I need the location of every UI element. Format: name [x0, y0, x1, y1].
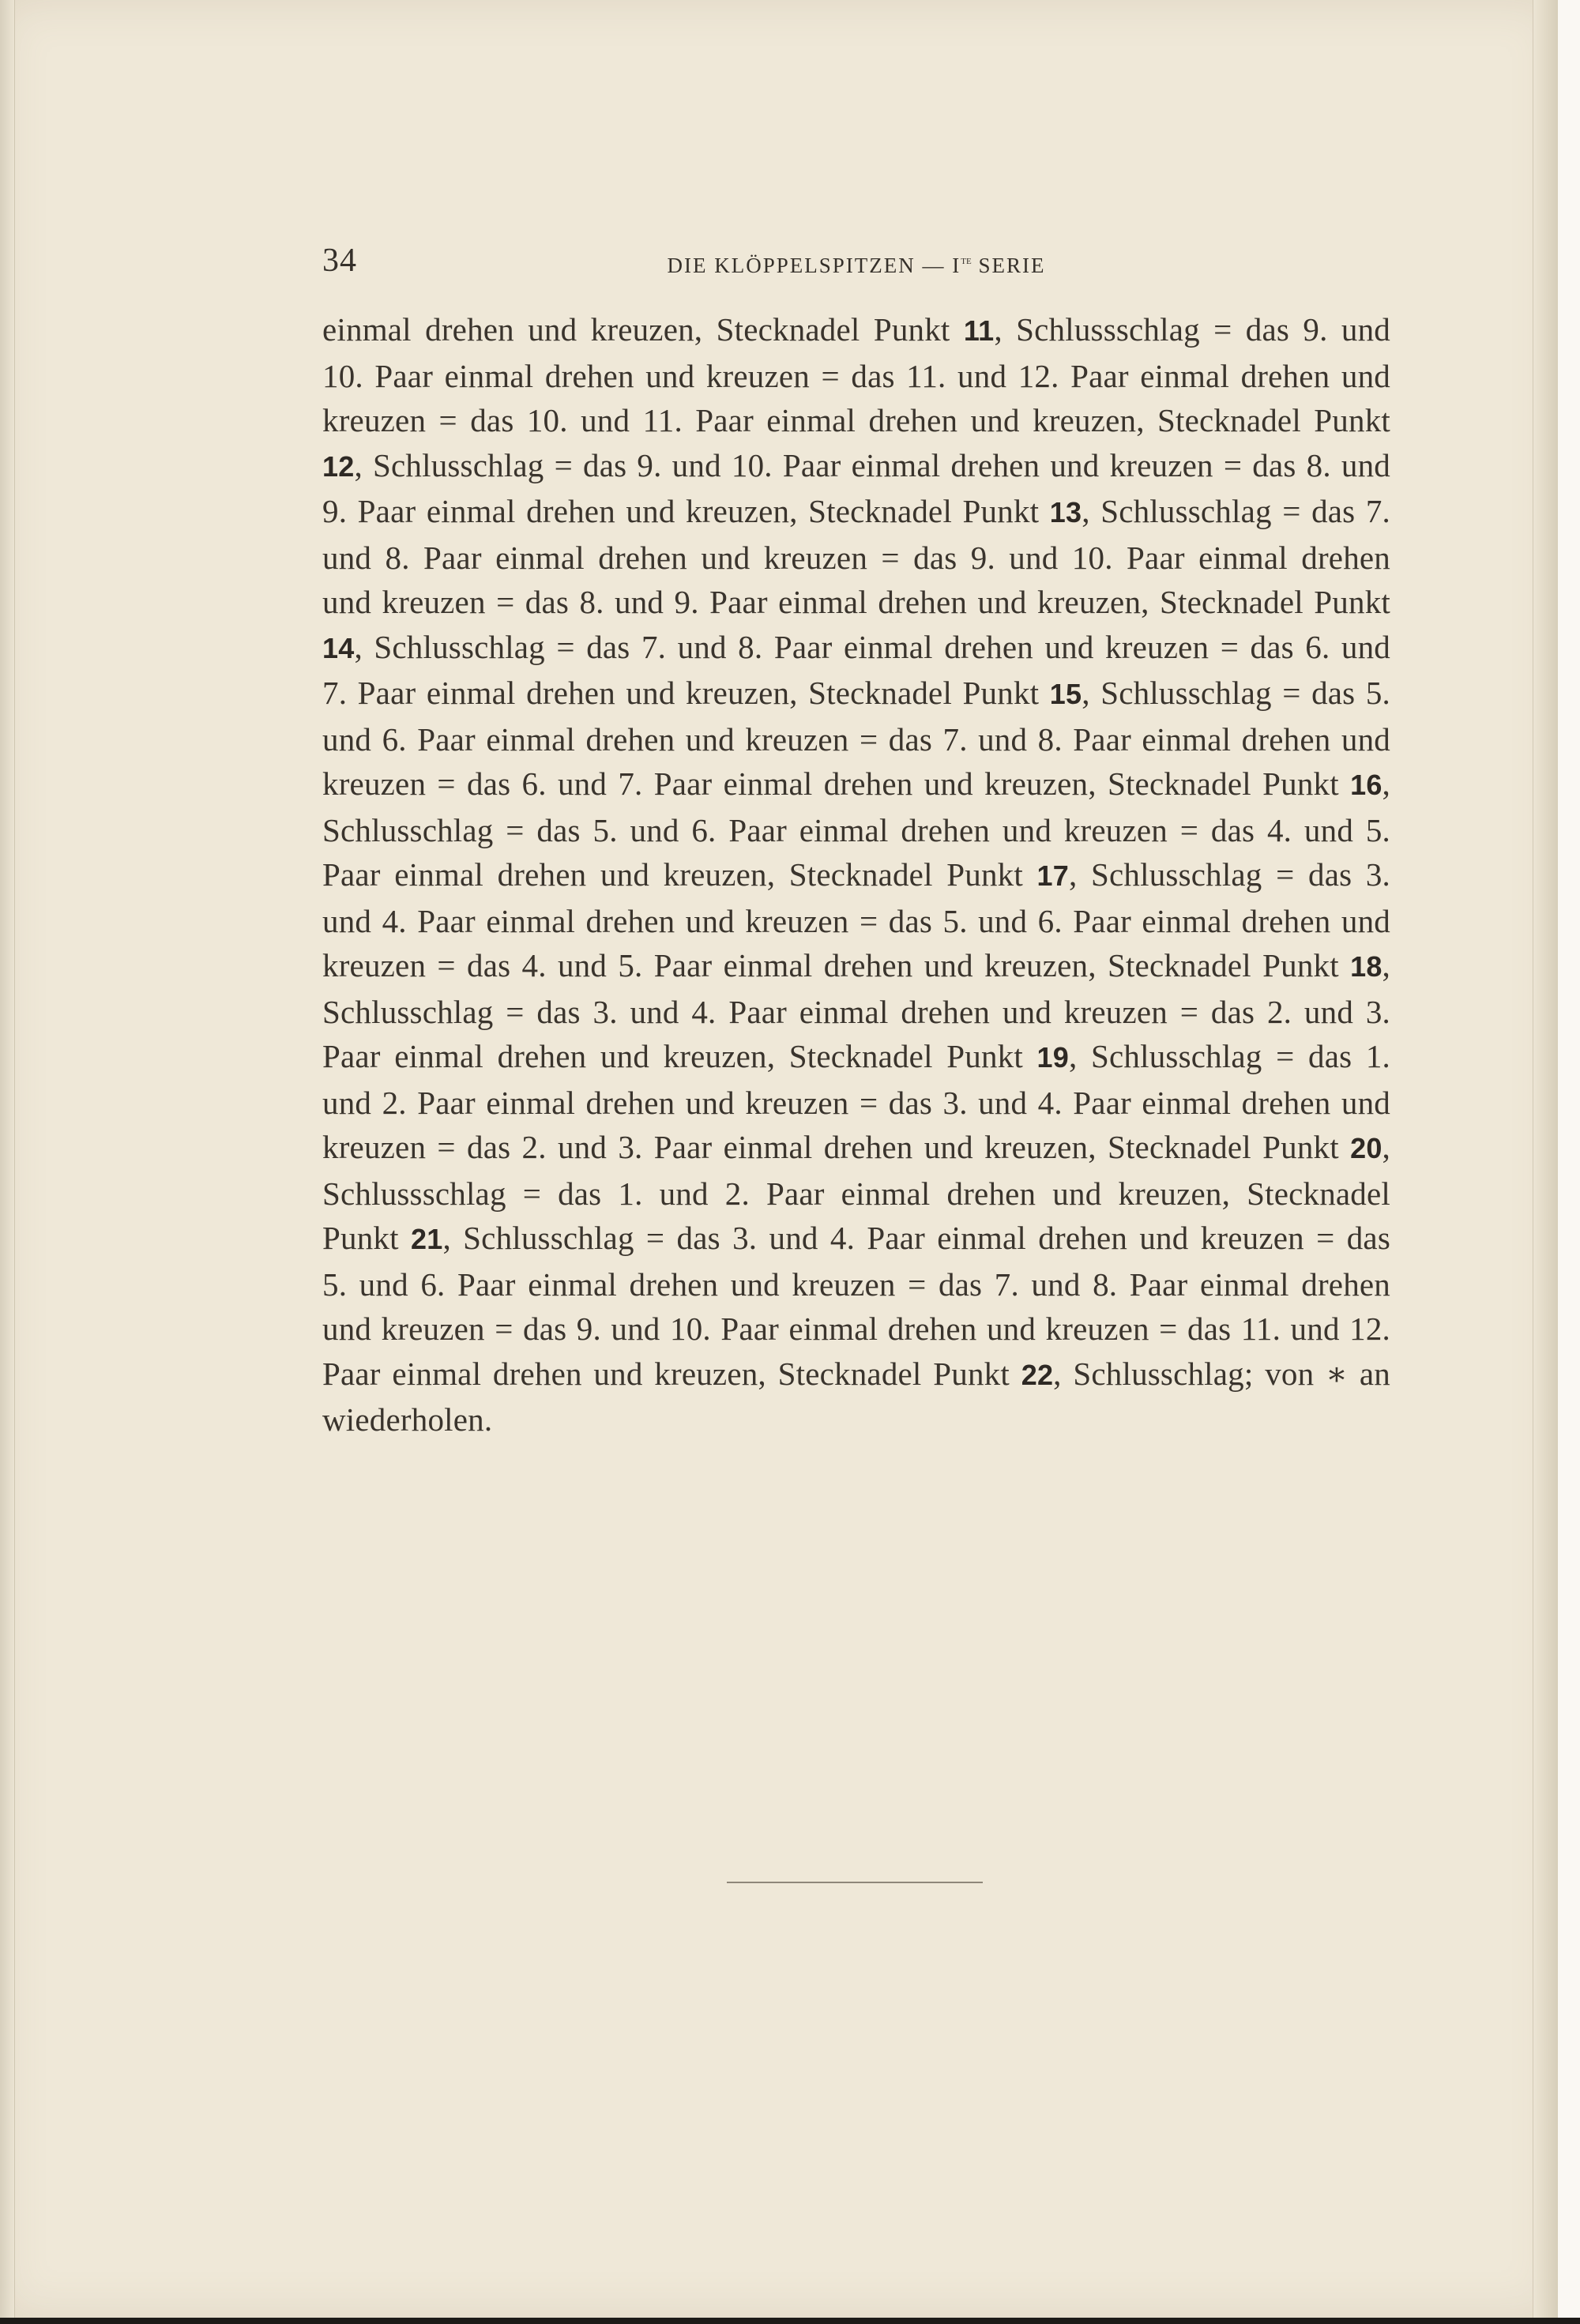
- running-head-superscript: te: [961, 254, 972, 267]
- point-number: 17: [1036, 859, 1069, 892]
- point-number: 19: [1036, 1041, 1069, 1074]
- scan-margin: [1558, 0, 1580, 2324]
- text-segment: , Schlusschlag = das 7. und 8. Paar einmal drehen und kreuzen = das 6. und 7. Paar einmal drehen und kreuzen, Stecknadel Punkt: [322, 628, 1390, 711]
- text-segment: , Schlusschlag = das 3. und 4. Paar einmal drehen und kreuzen = das 2. und 3. Paar einmal drehen und kreuzen, Stecknadel Punkt: [322, 947, 1390, 1074]
- page-left-edge: [0, 0, 15, 2318]
- page-header: [322, 239, 1390, 286]
- text-segment: , Schlusschlag; von ∗ an wiederholen.: [322, 1355, 1390, 1438]
- running-head: [322, 246, 1390, 280]
- text-segment: , Schlussschlag = das 1. und 2. Paar einmal drehen und kreuzen, Stecknadel Punkt: [322, 1129, 1390, 1256]
- point-number: 12: [322, 449, 355, 483]
- point-number: 21: [410, 1223, 443, 1255]
- text-segment: , Schlusschlag = das 1. und 2. Paar einmal drehen und kreuzen = das 3. und 4. Paar einmal drehen und kreuzen = das 2. und 3. Paar einmal drehen und kreuzen, Stecknadel Punkt: [322, 1038, 1390, 1165]
- text-segment: , Schlusschlag = das 7. und 8. Paar einmal drehen und kreuzen = das 9. und 10. Paar einmal drehen und kreuzen = das 8. und 9. Paar einmal drehen und kreuzen, Stecknadel Punkt: [322, 493, 1390, 620]
- text-segment: , Schlusschlag = das 5. und 6. Paar einmal drehen und kreuzen = das 4. und 5. Paar einmal drehen und kreuzen, Stecknadel Punkt: [322, 765, 1390, 893]
- point-number: 15: [1049, 678, 1082, 710]
- point-number: 13: [1049, 496, 1082, 528]
- text-segment: , Schlusschlag = das 3. und 4. Paar einmal drehen und kreuzen = das 5. und 6. Paar einmal drehen und kreuzen = das 4. und 5. Paar einmal drehen und kreuzen, Stecknadel Punkt: [322, 856, 1390, 983]
- text-segment: , Schlusschlag = das 5. und 6. Paar einmal drehen und kreuzen = das 7. und 8. Paar einmal drehen und kreuzen = das 6. und 7. Paar einmal drehen und kreuzen, Stecknadel Punkt: [322, 675, 1390, 802]
- point-number: 18: [1350, 950, 1382, 983]
- text-segment: , Schlussschlag = das 9. und 10. Paar einmal drehen und kreuzen = das 11. und 12. Paar einmal drehen und kreuzen = das 10. und 11. Paar einmal drehen und kreuzen, Stecknadel Punkt: [322, 311, 1391, 438]
- point-number: 14: [322, 631, 355, 664]
- body-paragraph: [322, 307, 1390, 1442]
- running-head-series: SERIE: [978, 254, 1046, 277]
- text-segment: einmal drehen und kreuzen, Stecknadel Punkt: [322, 311, 964, 348]
- running-head-title: DIE KLÖPPELSPITZEN — I: [667, 254, 961, 277]
- point-number: 20: [1350, 1132, 1382, 1164]
- page-number: 34: [322, 243, 357, 279]
- point-number: 11: [963, 314, 995, 347]
- text-segment: , Schlusschlag = das 9. und 10. Paar einmal drehen und kreuzen = das 8. und 9. Paar einmal drehen und kreuzen, Stecknadel Punkt: [322, 446, 1390, 529]
- point-number: 22: [1021, 1358, 1054, 1391]
- text-segment: , Schlusschlag = das 3. und 4. Paar einmal drehen und kreuzen = das 5. und 6. Paar einmal drehen und kreuzen = das 7. und 8. Paar einmal drehen und kreuzen = das 9. und 10. Paar einmal drehen und kreuzen = das 11. und 12. Paar einmal drehen und kreuzen, Stecknadel Punkt: [322, 1220, 1390, 1392]
- point-number: 16: [1350, 769, 1382, 801]
- page-right-edge: [1533, 0, 1559, 2318]
- end-rule: [727, 1882, 983, 1883]
- scan-bottom-border: [0, 2318, 1580, 2324]
